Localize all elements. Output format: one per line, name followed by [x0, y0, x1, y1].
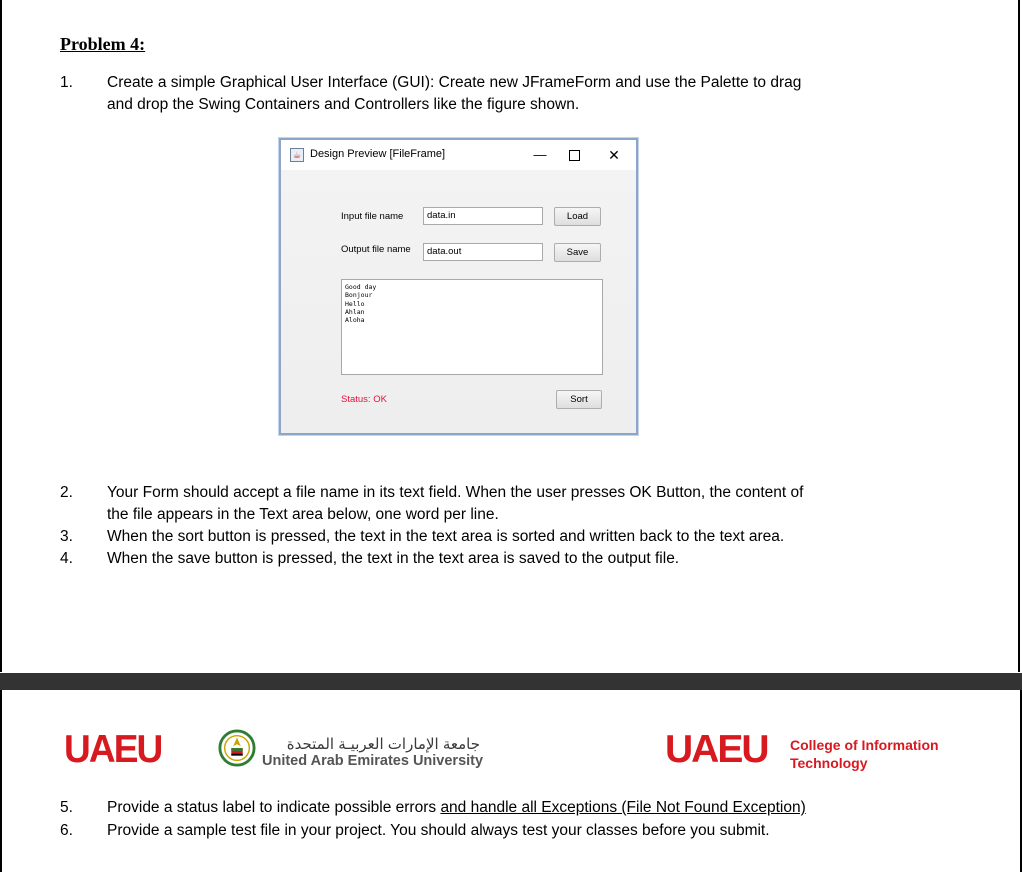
university-name-english: United Arab Emirates University: [262, 753, 484, 769]
item-line: Create a simple Graphical User Interface (GUI): Create new JFrameForm and use the Palette to drag: [107, 74, 802, 91]
page-separator: [0, 673, 1022, 690]
item-text: [107, 797, 877, 819]
university-seal-icon: [218, 729, 256, 767]
item-number: 3.: [60, 528, 73, 545]
item-line: the file appears in the Text area below, one word per line.: [107, 506, 499, 523]
item-text: When the sort button is pressed, the text in the text area is sorted and written back to the text area.: [107, 528, 785, 545]
item-text-plain: Provide a status label to indicate possible errors: [107, 799, 441, 816]
text-area-line: Good day: [345, 283, 377, 291]
document-page-bottom: [0, 690, 1022, 872]
close-icon[interactable]: ✕: [608, 147, 620, 163]
item-number: 6.: [60, 822, 73, 839]
uaeu-logo-right: UAEU: [665, 728, 768, 771]
sort-button[interactable]: Sort: [556, 390, 602, 409]
item-text: Provide a sample test file in your project. You should always test your classes before you submit.: [107, 822, 770, 839]
text-area-line: Ahlan: [345, 307, 365, 316]
item-number: 1.: [60, 74, 73, 91]
item-number: 4.: [60, 550, 73, 567]
input-file-field[interactable]: data.in: [423, 207, 543, 225]
item-line: and drop the Swing Containers and Controllers like the figure shown.: [107, 96, 580, 113]
text-area-line: Hello: [345, 299, 365, 308]
college-line: College of Information: [790, 737, 939, 753]
window-content: [281, 170, 636, 433]
window-titlebar: [281, 140, 636, 170]
load-button[interactable]: Load: [554, 207, 601, 226]
text-area[interactable]: [341, 279, 603, 375]
item-text: When the save button is pressed, the text in the text area is saved to the output file.: [107, 550, 680, 567]
item-text: [107, 482, 877, 526]
college-name: [790, 736, 939, 772]
item-line: Your Form should accept a file name in its text field. When the user presses OK Button, the content of: [107, 484, 804, 501]
item-text: [107, 72, 877, 116]
java-app-icon: ☕: [290, 148, 304, 162]
text-area-line: Bonjour: [345, 291, 373, 300]
problem-heading: Problem 4:: [60, 34, 146, 54]
text-area-line: Aloha: [345, 316, 365, 325]
gui-window-figure: [279, 138, 638, 435]
output-file-label: Output file name: [341, 244, 411, 255]
input-file-label: Input file name: [341, 211, 404, 222]
item-text-underlined: and handle all Exceptions (File Not Found Exception): [440, 799, 806, 816]
uaeu-logo-left: UAEU: [64, 728, 162, 771]
maximize-icon[interactable]: [565, 146, 583, 164]
item-number: 5.: [60, 799, 73, 816]
minimize-icon[interactable]: —: [533, 147, 547, 162]
item-number: 2.: [60, 484, 73, 501]
university-name-arabic: جامعة الإمارات العربيـة المتحدة: [286, 736, 480, 753]
save-button[interactable]: Save: [554, 243, 601, 262]
status-label: Status: OK: [341, 394, 387, 405]
college-line: Technology: [790, 755, 868, 771]
window-title: Design Preview [FileFrame]: [310, 148, 446, 160]
output-file-field[interactable]: data.out: [423, 243, 543, 261]
